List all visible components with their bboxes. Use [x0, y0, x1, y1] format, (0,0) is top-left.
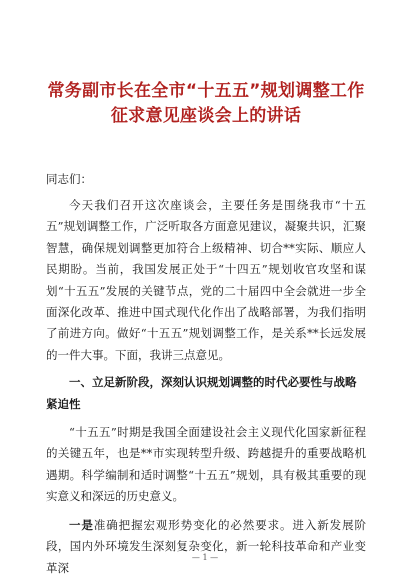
- page-number: — 1 —: [191, 553, 219, 562]
- point-1-text: 准确把握宏观形势变化的必然要求。进入新发展阶段，国内外环境发生深刻复杂变化，新一轮科技革命和产业变革深: [46, 517, 366, 575]
- section-heading-1: 一、立足新阶段，深刻认识规划调整的时代必要性与战略紧迫性: [46, 375, 357, 411]
- salutation: 同志们：: [46, 172, 92, 186]
- intro-paragraph: 今天我们召开这次座谈会，主要任务是围绕我市“十五五”规划调整工作，广泛听取各方面意见建议，凝聚共识，汇聚智慧，确保规划调整更加符合上级精神、切合**实际、顺应人民期盼。当前，我国发展正处于“十四五”规划收官攻坚和谋划“十五五”发展的关键节点，党的二十届四中全会就进一步全面深化改革、推进中国式现代化作出了战略部署，为我们指明了前进方向。做好“十五五”规划调整工作，是关系**长远发展的一件大事。下面，我讲三点意见。: [46, 198, 366, 362]
- point-1-paragraph: [46, 515, 366, 579]
- point-1-lead: 一是: [69, 517, 94, 532]
- document-title: 常务副市长在全市“十五五”规划调整工作征求意见座谈会上的讲话: [47, 81, 365, 126]
- section-1-paragraph: “十五五”时期是我国全面建设社会主义现代化国家新征程的关键五年，也是**市实现转型升级、跨越提升的重要战略机遇期。科学编制和适时调整“十五五”规划，具有极其重要的现实意义和深远的历史意义。: [46, 425, 366, 504]
